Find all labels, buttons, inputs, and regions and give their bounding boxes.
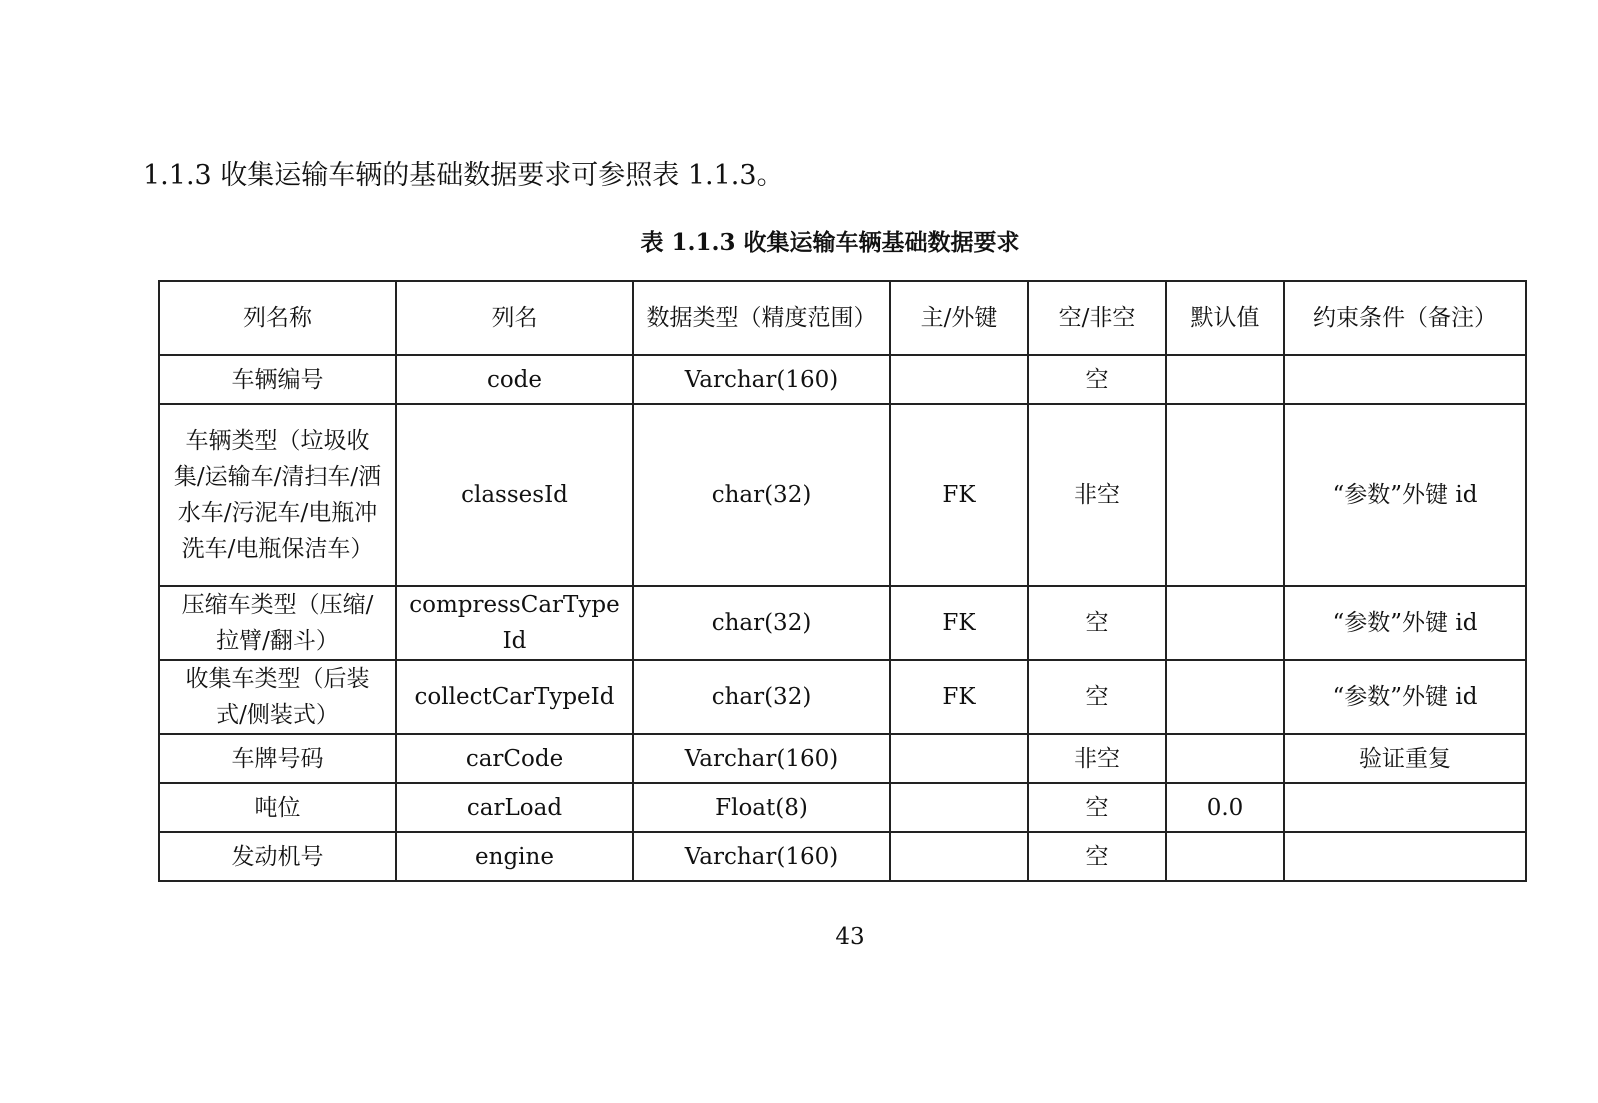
cell-column-name: collectCarTypeId (396, 660, 633, 734)
cell-data-type: Varchar(160) (633, 832, 890, 881)
cell-data-type: Varchar(160) (633, 734, 890, 783)
table-row (159, 404, 1526, 586)
header-constraint: 约束条件（备注） (1284, 281, 1526, 355)
section-heading: 1.1.3 收集运输车辆的基础数据要求可参照表 1.1.3。 (143, 160, 784, 191)
cell-data-type: char(32) (633, 404, 890, 586)
cell-key: FK (890, 404, 1028, 586)
cell-column-name: engine (396, 832, 633, 881)
cell-constraint: “参数”外键 id (1284, 660, 1526, 734)
cell-nullable: 空 (1028, 586, 1166, 660)
cell-nullable: 非空 (1028, 404, 1166, 586)
cell-display-name: 车牌号码 (159, 734, 396, 783)
cell-default (1166, 734, 1284, 783)
cell-data-type: char(32) (633, 586, 890, 660)
table-header-row (159, 281, 1526, 355)
cell-default (1166, 355, 1284, 404)
header-column-display-name: 列名称 (159, 281, 396, 355)
cell-column-name: compressCarTypeId (396, 586, 633, 660)
cell-key: FK (890, 660, 1028, 734)
header-default: 默认值 (1166, 281, 1284, 355)
header-data-type: 数据类型（精度范围） (633, 281, 890, 355)
cell-nullable: 空 (1028, 832, 1166, 881)
cell-default (1166, 586, 1284, 660)
table-caption: 表 1.1.3 收集运输车辆基础数据要求 (640, 229, 1020, 256)
cell-key (890, 783, 1028, 832)
table-row (159, 783, 1526, 832)
header-column-name: 列名 (396, 281, 633, 355)
cell-constraint (1284, 783, 1526, 832)
cell-default: 0.0 (1166, 783, 1284, 832)
cell-constraint: 验证重复 (1284, 734, 1526, 783)
header-key: 主/外键 (890, 281, 1028, 355)
cell-default (1166, 660, 1284, 734)
cell-display-name: 发动机号 (159, 832, 396, 881)
cell-nullable: 非空 (1028, 734, 1166, 783)
cell-column-name: code (396, 355, 633, 404)
cell-constraint (1284, 832, 1526, 881)
cell-data-type: char(32) (633, 660, 890, 734)
cell-key: FK (890, 586, 1028, 660)
page-number: 43 (835, 924, 865, 950)
cell-nullable: 空 (1028, 783, 1166, 832)
table-row (159, 355, 1526, 404)
cell-default (1166, 832, 1284, 881)
cell-key (890, 734, 1028, 783)
cell-data-type: Varchar(160) (633, 355, 890, 404)
cell-key (890, 832, 1028, 881)
table-row (159, 660, 1526, 734)
cell-column-name: classesId (396, 404, 633, 586)
cell-column-name: carCode (396, 734, 633, 783)
cell-constraint (1284, 355, 1526, 404)
cell-nullable: 空 (1028, 660, 1166, 734)
cell-constraint: “参数”外键 id (1284, 404, 1526, 586)
cell-display-name: 压缩车类型（压缩/拉臂/翻斗） (159, 586, 396, 660)
cell-column-name: carLoad (396, 783, 633, 832)
cell-data-type: Float(8) (633, 783, 890, 832)
cell-nullable: 空 (1028, 355, 1166, 404)
header-nullable: 空/非空 (1028, 281, 1166, 355)
cell-constraint: “参数”外键 id (1284, 586, 1526, 660)
data-requirements-table (158, 280, 1527, 882)
cell-default (1166, 404, 1284, 586)
cell-display-name: 车辆编号 (159, 355, 396, 404)
table-row (159, 832, 1526, 881)
cell-display-name: 吨位 (159, 783, 396, 832)
cell-key (890, 355, 1028, 404)
cell-display-name: 收集车类型（后装式/侧装式） (159, 660, 396, 734)
cell-display-name: 车辆类型（垃圾收集/运输车/清扫车/洒水车/污泥车/电瓶冲洗车/电瓶保洁车） (159, 404, 396, 586)
table-row (159, 586, 1526, 660)
table-row (159, 734, 1526, 783)
